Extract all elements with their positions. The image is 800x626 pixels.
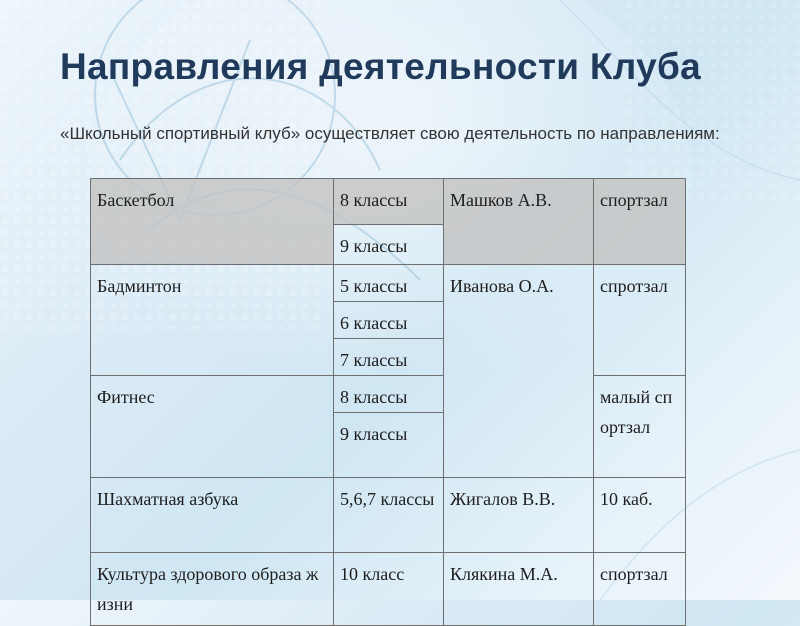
activity-cell: Культура здорового образа жизни — [91, 553, 334, 626]
activity-cell: Баскетбол — [91, 179, 334, 265]
activity-cell: Фитнес — [91, 376, 334, 478]
classes-cell: 6 классы — [334, 302, 444, 339]
teacher-cell: Клякина М.А. — [444, 553, 594, 626]
activity-cell: Шахматная азбука — [91, 478, 334, 553]
table-row — [91, 553, 686, 626]
activity-cell: Бадминтон — [91, 265, 334, 376]
place-cell: спортзал — [594, 553, 686, 626]
classes-cell: 8 классы — [334, 376, 444, 413]
classes-cell: 5,6,7 классы — [334, 478, 444, 553]
classes-cell: 9 классы — [334, 225, 444, 265]
table-row — [91, 376, 686, 413]
table-row — [91, 478, 686, 553]
subtitle: «Школьный спортивный клуб» осуществляет свою деятельность по направлениям: — [60, 124, 720, 143]
teacher-cell: Машков А.В. — [444, 179, 594, 265]
classes-cell: 8 классы — [334, 179, 444, 225]
teacher-cell: Жигалов В.В. — [444, 478, 594, 553]
place-cell: малый спортзал — [594, 376, 686, 478]
place-cell: спротзал — [594, 265, 686, 376]
teacher-cell: Иванова О.А. — [444, 265, 594, 478]
classes-cell: 5 классы — [334, 265, 444, 302]
page-title: Направления деятельности Клуба — [60, 46, 702, 87]
place-cell: 10 каб. — [594, 478, 686, 553]
table-row — [91, 179, 686, 225]
classes-cell: 7 классы — [334, 339, 444, 376]
classes-cell: 9 классы — [334, 413, 444, 478]
table-row — [91, 265, 686, 302]
activities-table — [90, 178, 686, 626]
classes-cell: 10 класс — [334, 553, 444, 626]
place-cell: спортзал — [594, 179, 686, 265]
